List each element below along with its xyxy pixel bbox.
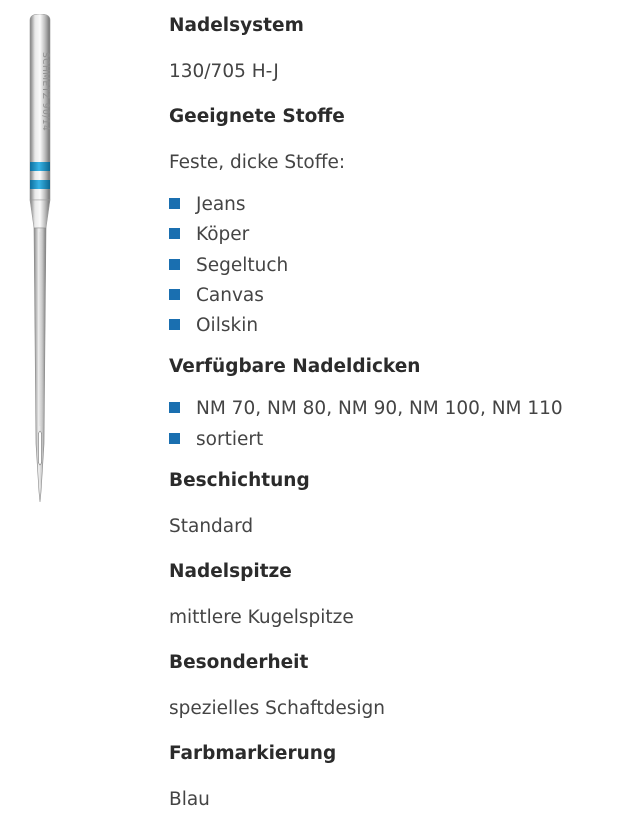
list-item-label: Jeans (196, 194, 246, 215)
list-item-label: Oilskin (196, 315, 259, 337)
bullet-square-icon (169, 433, 180, 444)
list-item (169, 394, 629, 424)
list-item (169, 190, 629, 220)
list-item (169, 425, 629, 455)
stoffe-heading: Geeignete Stoffe (169, 106, 345, 127)
product-details (169, 12, 629, 813)
nadeldicken-list (169, 394, 629, 455)
farbmarkierung-heading: Farbmarkierung (169, 743, 337, 765)
besonderheit-value: spezielles Schaftdesign (169, 698, 385, 720)
list-item (169, 251, 629, 281)
beschichtung-heading: Beschichtung (169, 470, 310, 492)
nadelsystem-heading: Nadelsystem (169, 15, 304, 36)
list-item-label: Canvas (196, 284, 264, 306)
needle-engraving: SCHMETZ 90/14 (40, 52, 50, 132)
list-item-label: Segeltuch (196, 254, 289, 276)
stoffe-intro: Feste, dicke Stoffe: (169, 152, 346, 173)
list-item-label: sortiert (196, 428, 264, 450)
farbmarkierung-value: Blau (169, 789, 210, 811)
list-item-label: NM 70, NM 80, NM 90, NM 100, NM 110 (196, 398, 563, 420)
bullet-square-icon (169, 289, 180, 300)
nadelspitze-heading: Nadelspitze (169, 561, 292, 583)
bullet-square-icon (169, 198, 180, 209)
bullet-square-icon (169, 259, 180, 270)
beschichtung-value: Standard (169, 516, 254, 538)
bullet-square-icon (169, 228, 180, 239)
nadelspitze-value: mittlere Kugelspitze (169, 607, 354, 629)
list-item-label: Köper (196, 224, 250, 246)
nadeldicken-heading: Verfügbare Nadeldicken (169, 356, 421, 378)
bullet-square-icon (169, 319, 180, 330)
list-item (169, 311, 629, 341)
nadelsystem-value: 130/705 H-J (169, 61, 279, 82)
bullet-square-icon (169, 402, 180, 413)
stoffe-list (169, 190, 629, 341)
besonderheit-heading: Besonderheit (169, 652, 309, 674)
sewing-needle-icon (22, 14, 58, 506)
list-item (169, 220, 629, 250)
list-item (169, 281, 629, 311)
